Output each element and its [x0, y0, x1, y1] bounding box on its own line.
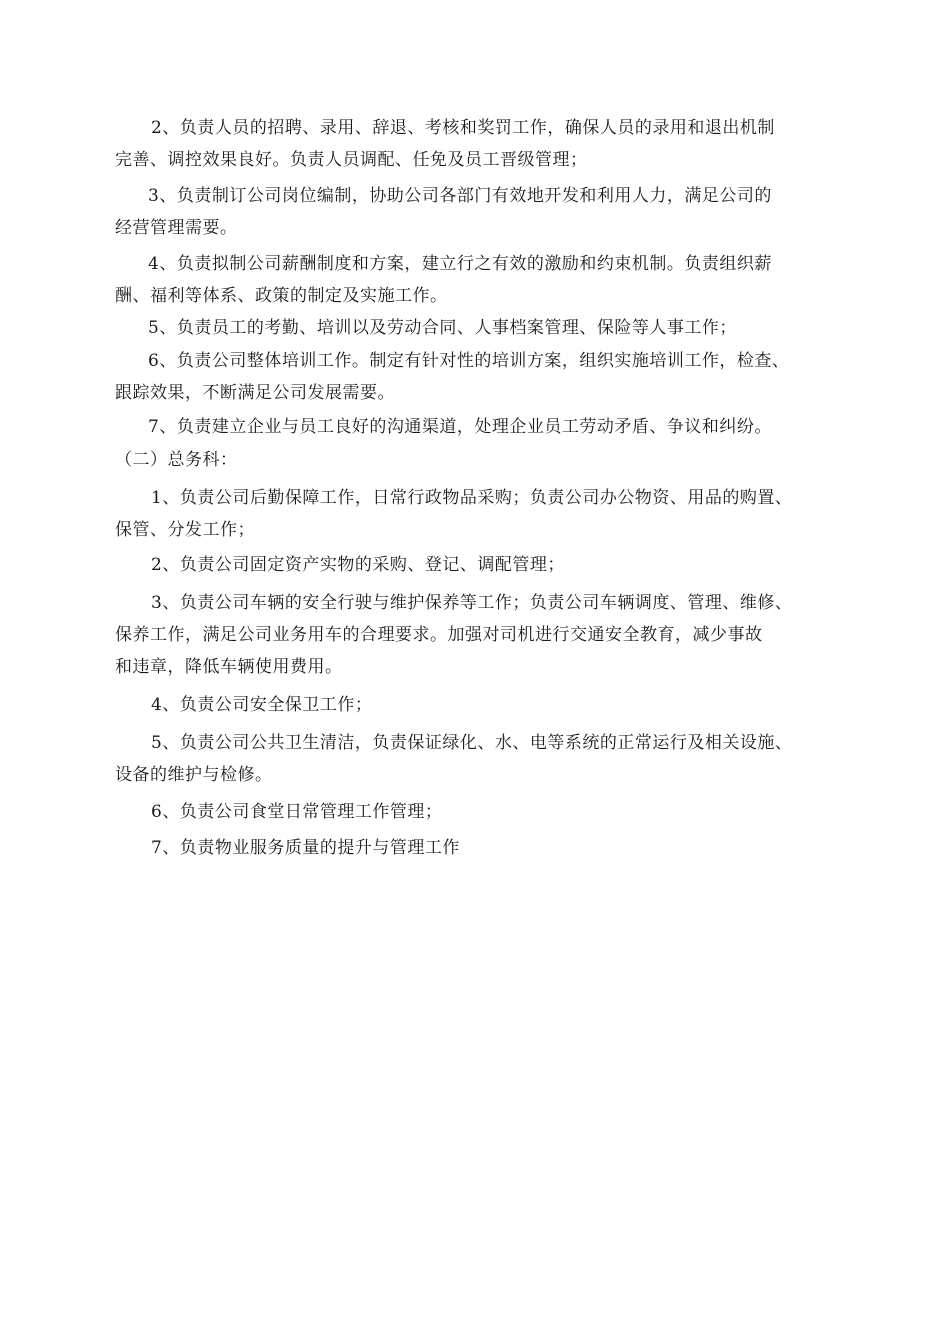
paragraph-line: 保养工作，满足公司业务用车的合理要求。加强对司机进行交通安全教育，减少事故 [115, 625, 763, 645]
paragraph-line: 完善、调控效果良好。负责人员调配、任免及员工晋级管理； [115, 150, 588, 170]
paragraph-line: 1、负责公司后勤保障工作，日常行政物品采购；负责公司办公物资、用品的购置、 [151, 488, 793, 508]
paragraph-line: 设备的维护与检修。 [115, 765, 273, 785]
hr-item-6 [115, 345, 850, 409]
hr-item-5 [115, 312, 850, 344]
paragraph-line: 3、负责公司车辆的安全行驶与维护保养等工作；负责公司车辆调度、管理、维修、 [151, 593, 793, 613]
paragraph-line: 5、负责员工的考勤、培训以及劳动合同、人事档案管理、保险等人事工作； [148, 318, 737, 338]
paragraph-line: 6、负责公司食堂日常管理工作管理； [151, 802, 443, 822]
general-item-5 [115, 727, 850, 791]
hr-item-4 [115, 248, 850, 312]
section-heading [115, 444, 850, 476]
paragraph-line: 7、负责建立企业与员工良好的沟通渠道，处理企业员工劳动矛盾、争议和纠纷。 [148, 417, 772, 437]
paragraph-line: 经营管理需要。 [115, 218, 238, 238]
general-item-2 [115, 549, 850, 581]
general-item-4 [115, 689, 850, 721]
general-item-3 [115, 587, 850, 683]
paragraph-line: 3、负责制订公司岗位编制，协助公司各部门有效地开发和利用人力，满足公司的 [148, 186, 772, 206]
general-item-7 [115, 832, 850, 864]
hr-item-3 [115, 180, 850, 244]
paragraph-line: 和违章，降低车辆使用费用。 [115, 657, 343, 677]
paragraph-line: 6、负责公司整体培训工作。制定有针对性的培训方案，组织实施培训工作，检查、 [148, 351, 790, 371]
paragraph-line: 4、负责拟制公司薪酬制度和方案，建立行之有效的激励和约束机制。负责组织薪 [148, 254, 772, 274]
general-item-1 [115, 482, 850, 546]
paragraph-line: 7、负责物业服务质量的提升与管理工作 [151, 838, 460, 858]
section-heading-text: （二）总务科： [115, 450, 238, 470]
hr-item-2 [115, 112, 850, 176]
paragraph-line: 5、负责公司公共卫生清洁，负责保证绿化、水、电等系统的正常运行及相关设施、 [151, 733, 793, 753]
paragraph-line: 2、负责人员的招聘、录用、辞退、考核和奖罚工作，确保人员的录用和退出机制 [151, 118, 775, 138]
paragraph-line: 跟踪效果，不断满足公司发展需要。 [115, 383, 395, 403]
general-item-6 [115, 796, 850, 828]
hr-item-7 [115, 411, 850, 443]
paragraph-line: 酬、福利等体系、政策的制定及实施工作。 [115, 286, 448, 306]
paragraph-line: 保管、分发工作； [115, 520, 255, 540]
paragraph-line: 2、负责公司固定资产实物的采购、登记、调配管理； [151, 555, 565, 575]
paragraph-line: 4、负责公司安全保卫工作； [151, 695, 373, 715]
